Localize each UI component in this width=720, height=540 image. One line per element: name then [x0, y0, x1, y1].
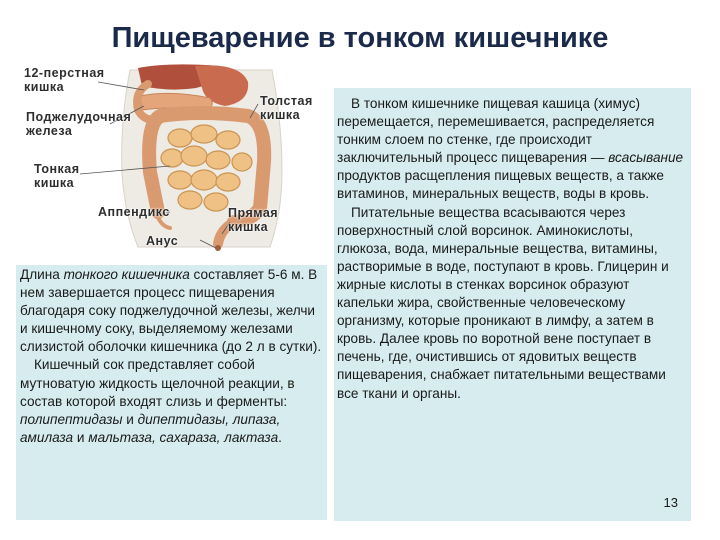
- label-anus: Анус: [146, 234, 179, 248]
- label-rectum-line2: кишка: [228, 220, 269, 234]
- enzyme-term: дипептидазы, липаза, амилаза: [20, 411, 281, 445]
- label-small-intestine: [34, 162, 80, 190]
- enzyme-term: мальтаза, сахараза, лактаза: [88, 429, 279, 445]
- intestine-illustration: [20, 62, 330, 264]
- label-pancreas-line2: железа: [26, 124, 73, 138]
- slide-title: Пищеварение в тонком кишечнике: [111, 22, 609, 54]
- label-colon-line2: кишка: [260, 108, 301, 122]
- right-paragraph-2: Питательные вещества всасываются через поверхностный слой ворсинок. Аминокислоты, глюкоза, вода, минеральные вещества, витамины, растворимые в воде, поступают в кровь. Глицерин и жирные кислоты в стенках ворсинок образуют капельки жира, свойственные человеческому организму, которые проникают в лимфу, а затем в кровь. Далее кровь по воротной вене поступает в печень, где, очистившись от ядовитых веществ пищеварения, снабжает питательными веществами все ткани и органы.: [337, 204, 669, 401]
- label-duodenum-line2: кишка: [24, 80, 65, 94]
- right-text-panel: [334, 88, 691, 521]
- label-small-intestine-line2: кишка: [34, 176, 75, 190]
- label-rectum: [228, 206, 278, 234]
- label-colon: [260, 94, 313, 122]
- small-intestine-term: тонкого кишечника: [63, 267, 190, 282]
- label-small-intestine-line1: Тонкая: [34, 162, 80, 176]
- left-text-panel: [16, 265, 327, 520]
- label-appendix: Аппендикс: [98, 205, 170, 219]
- left-paragraph-2: Кишечный сок представляет собой мутноватую жидкость щелочной реакции, в состав которой входят слизь и ферменты: полипептидазы и дипептидазы, липаза, амилаза и мальтаза, сахараза, лактаза.: [20, 357, 295, 445]
- label-rectum-line1: Прямая: [228, 206, 279, 220]
- right-paragraph-1: В тонком кишечнике пищевая кашица (химус) перемещается, перемешивается, распределяется тонким слоем по стенке, где происходит заключительный процесс пищеварения — всасывание продуктов расщепления пищевых веществ, а также витаминов, минеральных веществ, воды в кровь.: [337, 96, 684, 202]
- label-duodenum-line1: 12-перстная: [24, 66, 105, 80]
- label-duodenum: [24, 66, 105, 94]
- label-pancreas: [26, 110, 131, 138]
- page-number: 13: [663, 495, 678, 510]
- label-colon-line1: Толстая: [260, 94, 313, 108]
- left-paragraph-1: Длина тонкого кишечника составляет 5-6 м. В нем завершается процесс пищеварения благодаря соку поджелудочной железы, желчи и кишечному соку, выделяемому железами слизистой оболочки кишечника (до 2 л в сутки).: [20, 267, 322, 355]
- absorption-term: всасывание: [608, 150, 684, 166]
- label-pancreas-line1: Поджелудочная: [26, 110, 132, 124]
- enzyme-term: полипептидазы: [20, 411, 123, 427]
